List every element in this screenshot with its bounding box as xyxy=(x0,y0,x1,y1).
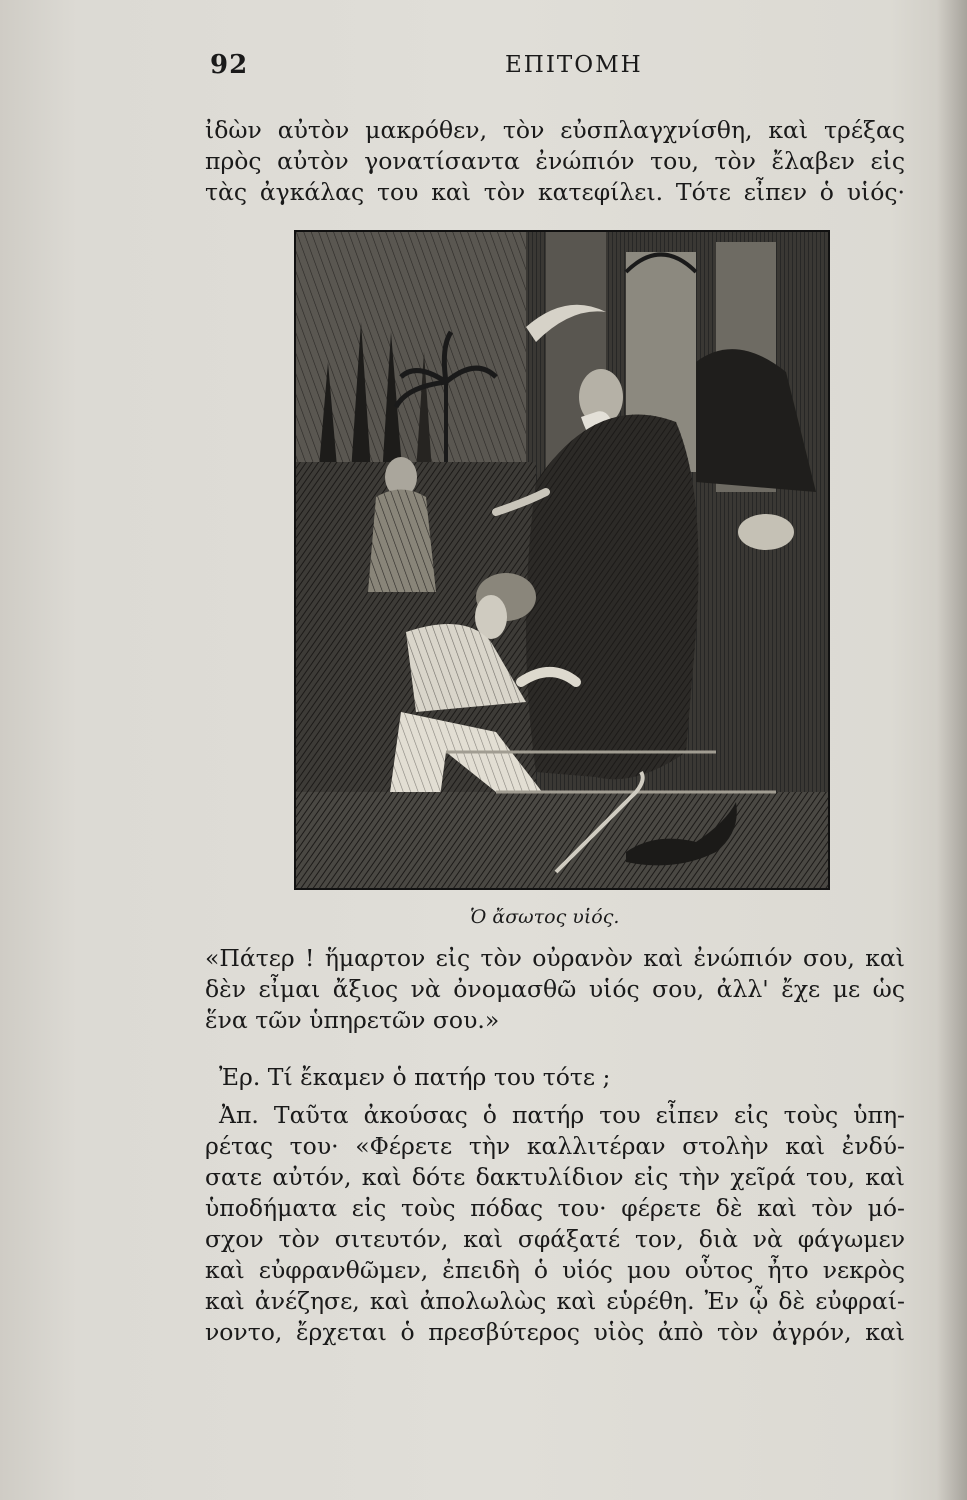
text-line: δὲν εἶμαι ἄξιος νὰ ὀνομασθῶ υἱός σου, ἀλλ' ἔχε με ὡς xyxy=(205,975,905,1003)
question-line xyxy=(205,1062,905,1093)
text-line: καὶ εὐφρανθῶμεν, ἐπειδὴ ὁ υἱός μου οὗτος ἦτο νεκρὸς xyxy=(205,1256,905,1284)
illustration-caption: Ὁ ἄσωτος υἱός. xyxy=(470,906,620,928)
paragraph-top xyxy=(205,115,905,208)
text-line: ρέτας του· «Φέρετε τὴν καλλιτέραν στολὴν καὶ ἐνδύ- xyxy=(205,1132,905,1160)
text-line: ἰδὼν αὐτὸν μακρόθεν, τὸν εὐσπλαγχνίσθη, καὶ τρέξας xyxy=(205,116,905,144)
text-line: ὑποδήματα εἰς τοὺς πόδας του· φέρετε δὲ καὶ τὸν μό- xyxy=(205,1194,905,1222)
page-edge-shadow xyxy=(937,0,967,1500)
running-title: ΕΠΙΤΟΜΗ xyxy=(505,52,643,78)
text-line: σχον τὸν σιτευτόν, καὶ σφάξατέ τον, διὰ νὰ φάγωμεν xyxy=(205,1225,905,1253)
text-line: Ἐρ. Τί ἔκαμεν ὁ πατήρ του τότε ; xyxy=(219,1063,611,1091)
text-line: Ἀπ. Ταῦτα ἀκούσας ὁ πατήρ του εἶπεν εἰς τοὺς ὑπη- xyxy=(219,1101,905,1129)
engraving-drawing xyxy=(296,232,828,888)
text-line: καὶ ἀνέζησε, καὶ ἀπολωλὼς καὶ εὑρέθη. Ἐν ᾧ δὲ εὐφραί- xyxy=(205,1287,905,1315)
page-number: 92 xyxy=(210,50,249,80)
page-header xyxy=(210,50,930,90)
text-line: σατε αὐτόν, καὶ δότε δακτυλίδιον εἰς τὴν χεῖρά του, καὶ xyxy=(205,1163,905,1191)
text-line: ἕνα τῶν ὑπηρετῶν σου.» xyxy=(205,1006,500,1034)
text-line: νοντο, ἔρχεται ὁ πρεσβύτερος υἱὸς ἀπὸ τὸν ἀγρόν, καὶ xyxy=(205,1318,905,1346)
text-line: «Πάτερ ! ἥμαρτον εἰς τὸν οὐρανὸν καὶ ἐνώπιόν σου, καὶ xyxy=(205,944,905,972)
text-line: τὰς ἀγκάλας του καὶ τὸν κατεφίλει. Τότε εἶπεν ὁ υἱός· xyxy=(205,178,905,206)
paragraph-answer xyxy=(205,1100,905,1348)
paragraph-quote xyxy=(205,943,905,1036)
prodigal-son-engraving xyxy=(294,230,830,890)
text-line: πρὸς αὐτὸν γονατίσαντα ἐνώπιόν του, τὸν ἔλαβεν εἰς xyxy=(205,147,905,175)
